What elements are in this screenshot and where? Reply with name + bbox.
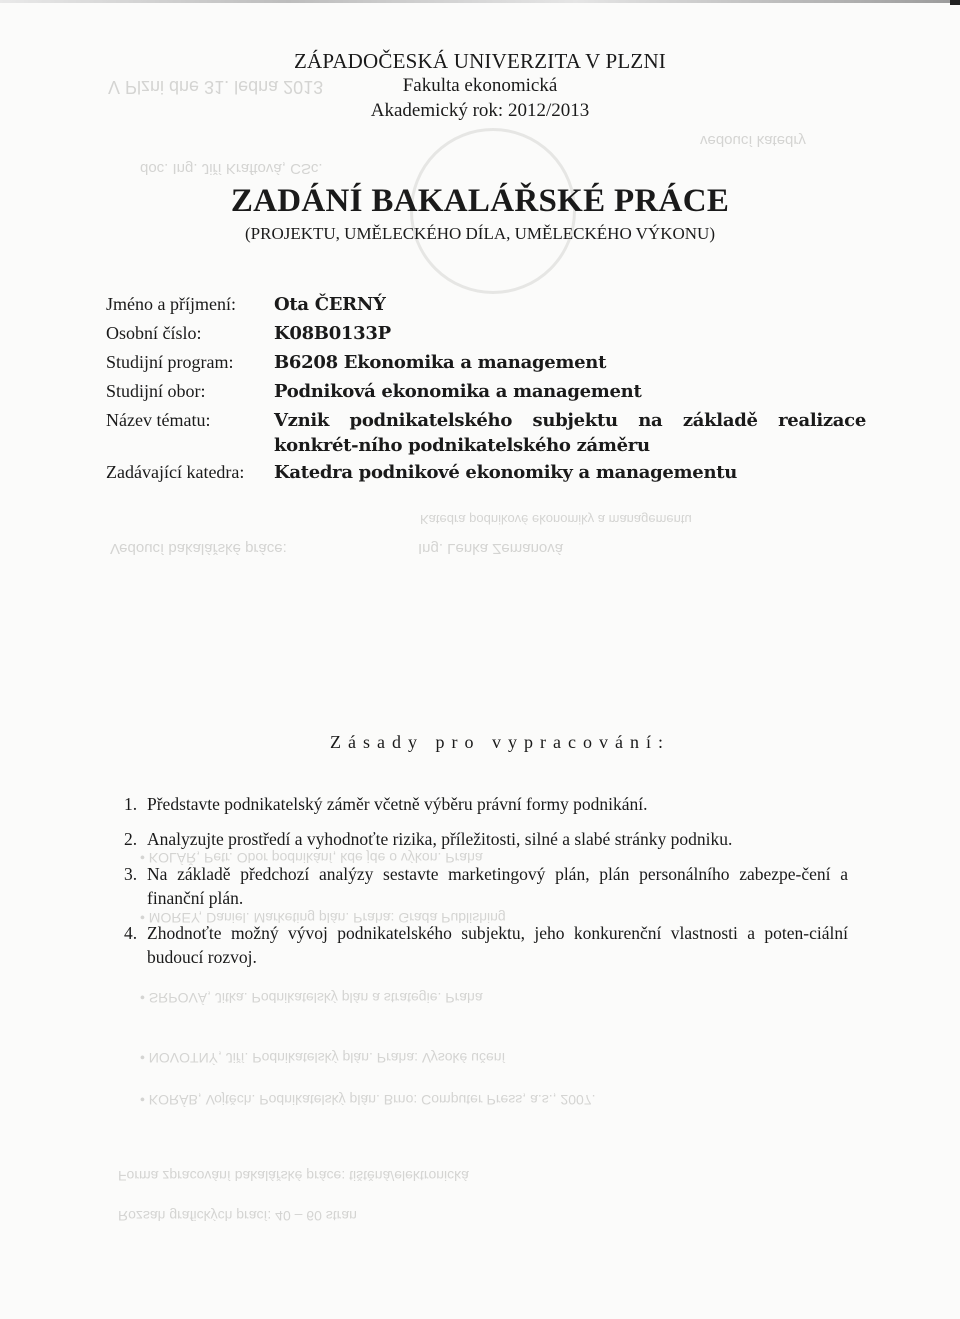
bleed-through-text: • SRPOVÁ, Jitka. Podnikatelský plán a strategie. Praha: [140, 990, 483, 1006]
item-number: 4.: [124, 923, 138, 943]
item-number: 3.: [124, 864, 138, 884]
field-personal-number: [106, 319, 866, 348]
scan-corner: [950, 0, 960, 5]
list-item: [124, 827, 848, 851]
bleed-through-text: Vedoucí bakalářské práce:: [110, 540, 287, 557]
document-title: ZADÁNÍ BAKALÁŘSKÉ PRÁCE: [230, 183, 730, 219]
item-text: Na základě předchozí analýzy sestavte marketingový plán, plán personálního zabezpe-čení a finanční plán.: [147, 864, 848, 908]
item-number: 1.: [124, 794, 138, 814]
field-label: Studijní obor:: [106, 381, 206, 401]
list-item: [124, 862, 848, 910]
principles-list: [124, 792, 848, 980]
bleed-through-text: Forma zpracování bakalářské práce: tištěná/elektronická: [118, 1168, 469, 1184]
bleed-through-text: doc. Ing. Jiří Kraftová, CSc.: [140, 160, 323, 177]
bleed-through-text: Katedra podnikové ekonomiky a managementu: [420, 512, 692, 527]
scan-edge: [0, 0, 960, 3]
field-department: [106, 458, 866, 487]
field-value: Katedra podnikové ekonomiky a managementu: [274, 462, 738, 483]
field-value: B6208 Ekonomika a management: [274, 352, 607, 373]
bleed-through-text: • KOLÁŘ, Petr. Obor podnikání, kde jde o výkon. Praha: [140, 850, 483, 866]
list-item: [124, 921, 848, 969]
bleed-through-text: vedoucí katedry: [700, 132, 806, 149]
student-info: [106, 290, 866, 487]
field-name: [106, 290, 866, 319]
document-header: [0, 48, 960, 124]
faculty-name: Fakulta ekonomická: [402, 75, 558, 96]
field-value: Ota ČERNÝ: [274, 294, 386, 315]
academic-year: Akademický rok: 2012/2013: [370, 100, 590, 121]
principles-heading: Zásady pro vypracování:: [330, 732, 670, 752]
bleed-through-text: • MOREY, Daniel. Marketing plán. Praha: Grada Publishing: [140, 910, 506, 926]
field-value: Podniková ekonomika a management: [274, 381, 642, 402]
bleed-through-text: Ing. Lenka Zemanová: [418, 540, 564, 557]
university-name: ZÁPADOČESKÁ UNIVERZITA V PLZNI: [293, 49, 667, 73]
field-study-field: [106, 377, 866, 406]
field-topic: [106, 406, 866, 458]
bleed-through-text: • KORÁB, Vojtěch. Podnikatelský plán. Brno: Computer Press, a.s., 2007.: [140, 1092, 596, 1108]
field-label: Zadávající katedra:: [106, 462, 245, 482]
field-value: Vznik podnikatelského subjektu na základě realizace konkrét-ního podnikatelského záměru: [274, 410, 866, 456]
field-study-program: [106, 348, 866, 377]
item-text: Zhodnoťte možný vývoj podnikatelského subjektu, jeho konkurenční vlastnosti a poten-ciální budoucí rozvoj.: [147, 923, 848, 967]
item-text: Představte podnikatelský záměr včetně výběru právní formy podnikání.: [147, 794, 648, 814]
document-subtitle: (PROJEKTU, UMĚLECKÉHO DÍLA, UMĚLECKÉHO VÝKONU): [245, 224, 715, 243]
field-label: Osobní číslo:: [106, 323, 202, 343]
item-number: 2.: [124, 829, 138, 849]
bleed-through-text: Rozsah grafických prací: 40 – 60 stran: [118, 1208, 357, 1224]
field-label: Jméno a příjmení:: [106, 294, 236, 314]
field-value: K08B0133P: [274, 323, 391, 344]
bleed-through-text: • NOVOTNÝ, Jiří. Podnikatelský plán. Praha: Vysoké učení: [140, 1050, 506, 1066]
field-label: Název tématu:: [106, 410, 211, 430]
field-label: Studijní program:: [106, 352, 234, 372]
item-text: Analyzujte prostředí a vyhodnoťte rizika, příležitosti, silné a slabé stránky podniku.: [147, 829, 733, 849]
list-item: [124, 792, 848, 816]
bleed-through-text: V Plzni dne 31. ledna 2013: [108, 77, 324, 97]
